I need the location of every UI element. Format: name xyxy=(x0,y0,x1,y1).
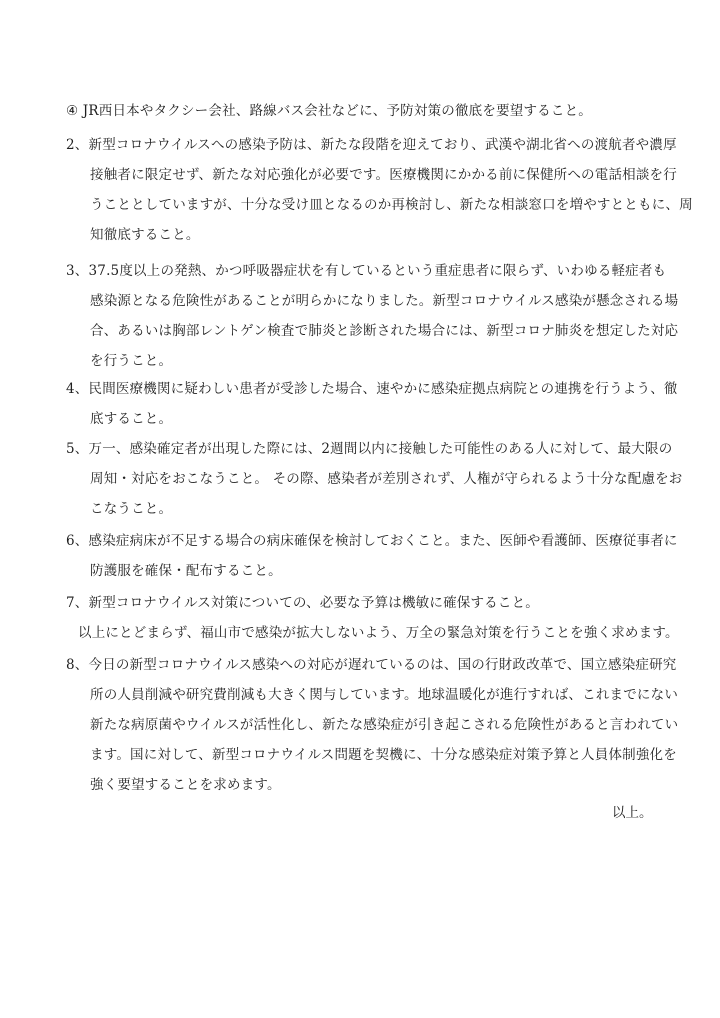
item-3-line-3: 合、あるいは胸部レントゲン検査で肺炎と診断された場合には、新型コロナ肺炎を想定した対応 xyxy=(90,323,679,339)
item-5-line-2: 周知・対応をおこなうこと。 その際、感染者が差別されず、人権が守られるよう十分な配慮をお xyxy=(90,471,683,487)
item-2-line-4: 知徹底すること。 xyxy=(90,227,200,243)
item-8-line-3: 新たな病原菌やウイルスが活性化し、新たな感染症が引き起こされる危険性があると言われてい xyxy=(90,717,679,733)
item-4-line-1: 4、民間医療機関に疑わしい患者が受診した場合、速やかに感染症拠点病院との連携を行うよう、徹 xyxy=(66,381,678,397)
item-8-line-2: 所の人員削減や研究費削減も大きく関与しています。地球温暖化が進行すれば、これまでにない xyxy=(90,687,679,703)
item-3-line-2: 感染源となる危険性があることが明らかになりました。新型コロナウイルス感染が懸念される場 xyxy=(90,293,679,309)
item-5-line-3: こなうこと。 xyxy=(90,501,173,517)
item-4-line-2: 底すること。 xyxy=(90,411,173,427)
item-6-line-2: 防護服を確保・配布すること。 xyxy=(90,563,282,579)
item-7-line-1: 7、新型コロナウイルス対策についての、必要な予算は機敏に確保すること。 xyxy=(66,595,539,611)
item-2-line-1: 2、新型コロナウイルスへの感染予防は、新たな段階を迎えており、武漢や湖北省への渡航者や濃厚 xyxy=(66,137,677,153)
item-2-line-2: 接触者に限定せず、新たな対応強化が必要です。医療機関にかかる前に保健所への電話相談を行 xyxy=(90,167,677,183)
item-3-line-4: を行うこと。 xyxy=(90,353,173,369)
item-5-line-1: 5、万一、感染確定者が出現した際には、2週間以内に接触した可能性のある人に対して、最大限の xyxy=(66,441,673,457)
statement-line: 以上にとどまらず、福山市で感染が拡大しないよう、万全の緊急対策を行うことを強く求めます。 xyxy=(78,625,679,641)
item-6-line-1: 6、感染症病床が不足する場合の病床確保を検討しておくこと。また、医師や看護師、医療従事者に xyxy=(66,533,678,549)
item-8-line-1: 8、今日の新型コロナウイルス感染への対応が遅れているのは、国の行財政改革で、国立感染症研究 xyxy=(66,657,677,673)
item-8-line-4: ます。国に対して、新型コロナウイルス問題を契機に、十分な感染症対策予算と人員体制強化を xyxy=(90,747,677,763)
item-3-line-1: 3、37.5度以上の発熱、かつ呼吸器症状を有しているという重症患者に限らず、いわゆる軽症者も xyxy=(66,263,667,279)
item-8-line-5: 強く要望することを求めます。 xyxy=(90,777,281,793)
item-2-line-3: うこととしていますが、十分な受け皿となるのか再検討し、新たな相談窓口を増やすとともに、周 xyxy=(90,197,693,213)
closing-text: 以上。 xyxy=(612,805,653,821)
item-1-4-line-1: ④ JR西日本やタクシー会社、路線バス会社などに、予防対策の徹底を要望すること。 xyxy=(66,103,592,119)
